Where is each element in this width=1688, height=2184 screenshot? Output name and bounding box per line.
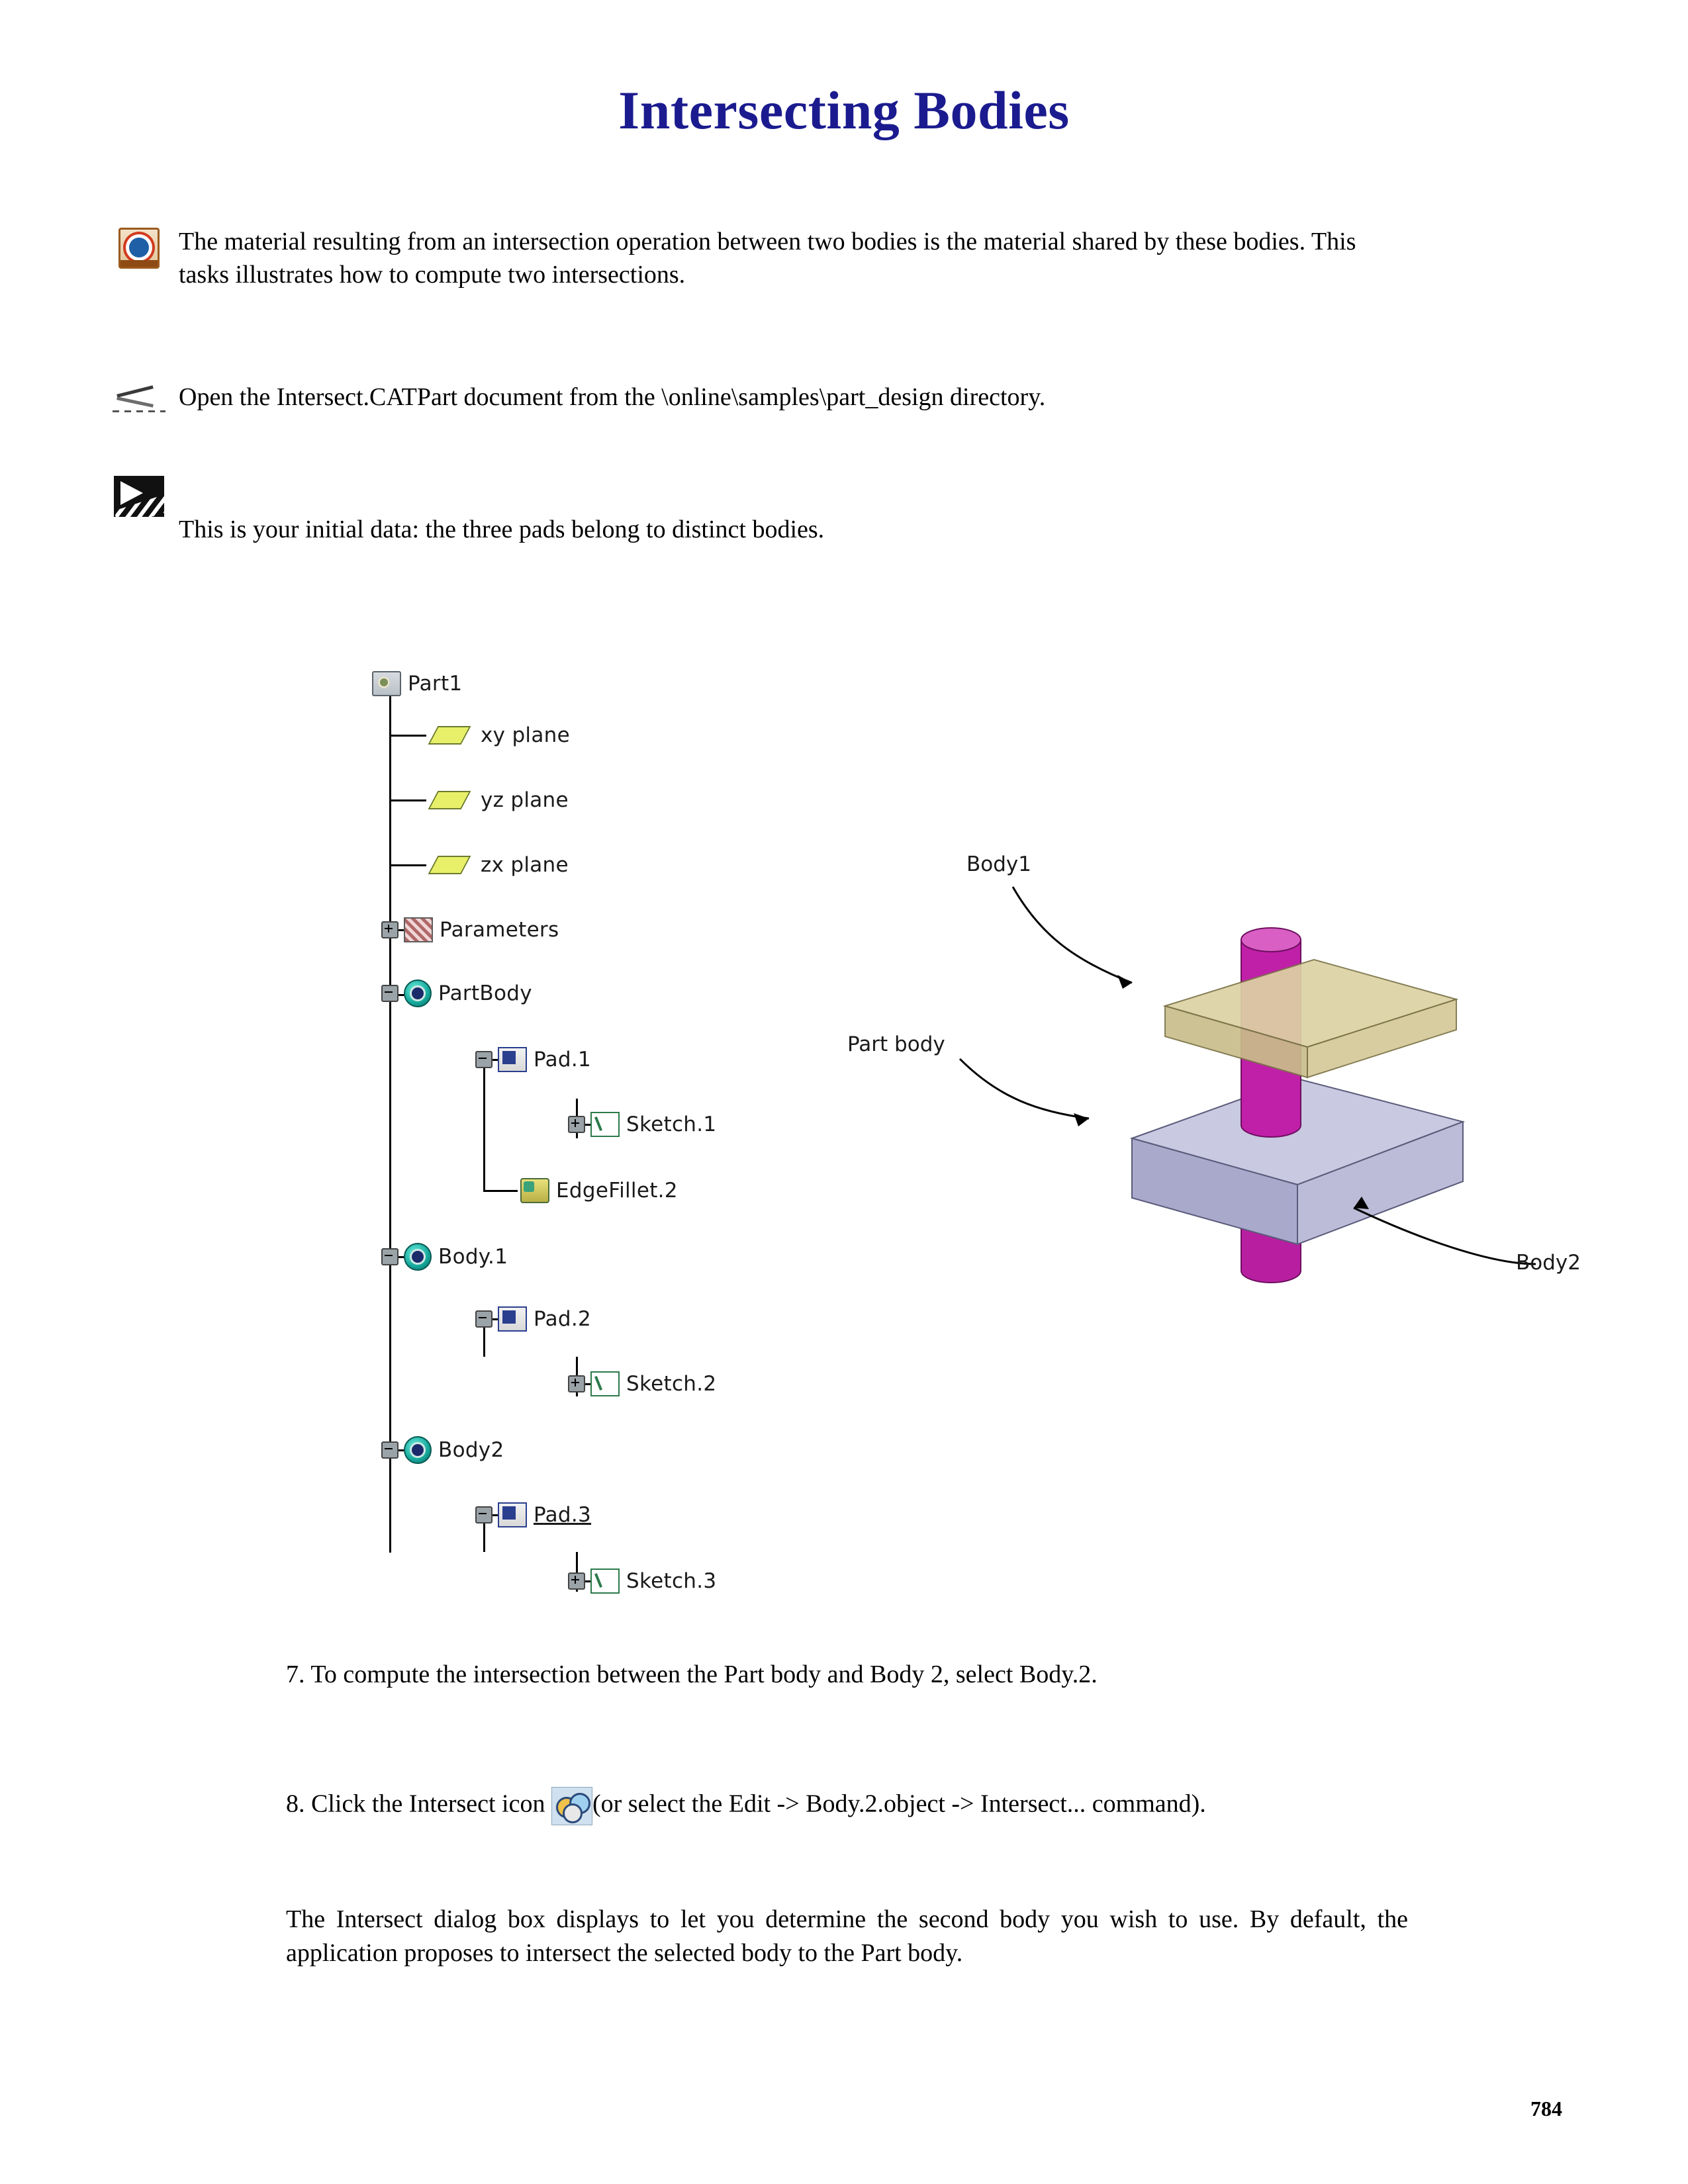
sketch-icon	[590, 1371, 620, 1396]
step8-text-before: 8. Click the Intersect icon	[286, 1790, 545, 1818]
dialog-paragraph: The Intersect dialog box displays to let you determine the second body you wish to use. By default, the application proposes to intersect the selected body to the Part body.	[286, 1905, 1408, 1968]
plane-icon	[428, 791, 471, 809]
tree-item-label: Body.1	[438, 1245, 508, 1269]
intersect-icon[interactable]	[551, 1787, 592, 1825]
open-paragraph-block	[99, 381, 1390, 414]
tree-item-pad3[interactable]	[475, 1493, 591, 1537]
figure-label-part-body: Part body	[847, 1032, 945, 1056]
tree-collapse-toggle[interactable]	[475, 1506, 492, 1524]
intro-icon-slot	[99, 225, 179, 269]
open-paragraph-text: Open the Intersect.CATPart document from the \online\samples\part_design directory.	[179, 383, 1046, 411]
intro-paragraph-text: The material resulting from an intersection operation between two bodies is the material shared by these bodies. This tasks illustrates how to compute two intersections.	[179, 228, 1356, 289]
sketch-icon	[590, 1569, 620, 1594]
open-icon-slot	[99, 381, 179, 414]
tree-item-body1[interactable]	[381, 1235, 508, 1279]
initial-icon-slot	[99, 473, 179, 517]
fillet-icon	[520, 1178, 549, 1203]
tree-item-label: Parameters	[440, 918, 559, 942]
tree-item-label: zx plane	[481, 853, 569, 877]
tree-expand-toggle[interactable]	[568, 1375, 585, 1392]
initial-data-text: This is your initial data: the three pads belong to distinct bodies.	[179, 516, 825, 543]
tree-item-body2[interactable]	[381, 1428, 504, 1472]
target-icon	[118, 228, 160, 269]
sketch-icon	[590, 1112, 620, 1137]
figure-svg	[940, 841, 1575, 1383]
tree-item-label: Pad.2	[534, 1307, 592, 1331]
tree-item-xy-plane[interactable]	[424, 713, 570, 757]
parameters-icon	[404, 917, 433, 942]
figure-label-body1: Body1	[966, 852, 1031, 876]
intro-paragraph-block	[99, 225, 1390, 291]
tree-item-label: Sketch.1	[626, 1113, 717, 1136]
tree-item-pad2[interactable]	[475, 1297, 591, 1341]
tree-expand-toggle[interactable]	[381, 921, 399, 938]
tree-item-pad1[interactable]	[475, 1038, 591, 1081]
plane-icon	[428, 726, 471, 745]
tree-item-label: Sketch.3	[626, 1569, 717, 1593]
tree-expand-toggle[interactable]	[568, 1116, 585, 1133]
tree-collapse-toggle[interactable]	[475, 1310, 492, 1328]
pad-icon	[498, 1047, 527, 1072]
step8-text-after: (or select the Edit -> Body.2.object -> Intersect... command).	[592, 1790, 1206, 1818]
tree-item-label: Body2	[438, 1438, 504, 1462]
tree-item-parameters[interactable]	[381, 908, 559, 952]
initial-data-block	[99, 473, 1390, 546]
tree-item-zx-plane[interactable]	[424, 843, 569, 887]
page-number: 784	[1530, 2097, 1562, 2120]
body-icon	[404, 1243, 432, 1271]
tree-item-label: Pad.3	[534, 1503, 592, 1527]
figure-label-body2: Body2	[1516, 1251, 1581, 1275]
tree-item-label: Part1	[408, 672, 463, 696]
tree-item-sketch1[interactable]	[568, 1103, 716, 1146]
tree-item-partbody[interactable]	[381, 972, 532, 1015]
tree-expand-toggle[interactable]	[568, 1572, 585, 1590]
scissors-icon	[113, 383, 165, 414]
tree-collapse-toggle[interactable]	[475, 1051, 492, 1068]
pad-icon	[498, 1502, 527, 1527]
tree-item-label: yz plane	[481, 788, 569, 812]
body-icon	[404, 1436, 432, 1464]
part-icon	[372, 671, 401, 696]
step7-paragraph: 7. To compute the intersection between the Part body and Body 2, select Body.2.	[286, 1661, 1098, 1688]
tree-collapse-toggle[interactable]	[381, 985, 399, 1002]
page-title: Intersecting Bodies	[618, 80, 1070, 140]
tree-item-sketch3[interactable]	[568, 1559, 716, 1603]
plane-icon	[428, 856, 471, 874]
tree-item-label: Pad.1	[534, 1048, 592, 1071]
pad-icon	[498, 1306, 527, 1332]
tree-collapse-toggle[interactable]	[381, 1248, 399, 1265]
tree-collapse-toggle[interactable]	[381, 1441, 399, 1459]
tree-item-label: PartBody	[438, 981, 532, 1005]
tree-item-sketch2[interactable]	[568, 1362, 716, 1406]
tree-item-yz-plane[interactable]	[424, 778, 569, 822]
tree-item-label: xy plane	[481, 723, 570, 747]
step8-paragraph	[286, 1787, 1408, 1825]
intersect-3d-figure	[847, 841, 1581, 1383]
tree-item-part1[interactable]	[367, 662, 462, 705]
film-clapper-icon	[114, 476, 164, 517]
body-icon	[404, 979, 432, 1007]
tree-item-edgefillet2[interactable]	[515, 1169, 678, 1212]
tree-item-label: EdgeFillet.2	[556, 1179, 678, 1203]
tree-trunk-line	[389, 686, 391, 1553]
tree-item-label: Sketch.2	[626, 1372, 717, 1396]
